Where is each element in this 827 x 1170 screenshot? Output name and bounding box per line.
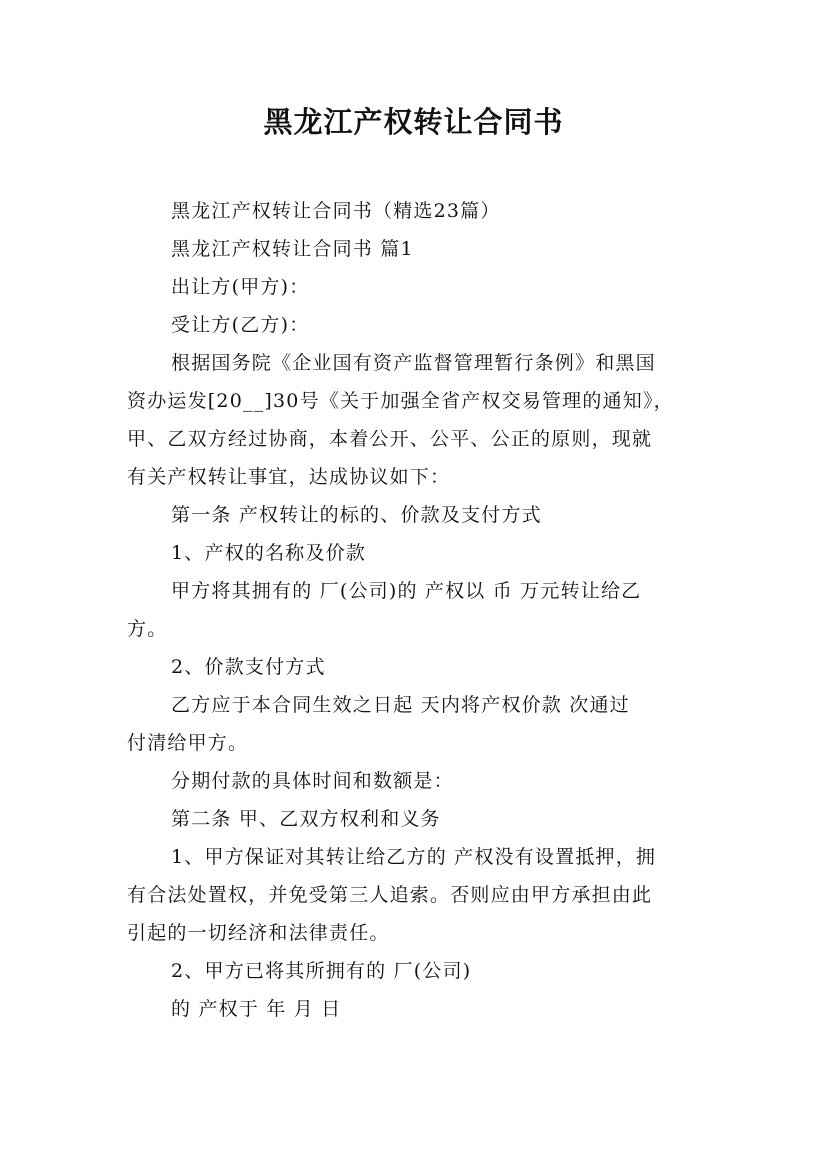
paragraph-line: 乙方应于本合同生效之日起 天内将产权价款 次通过 <box>171 694 630 716</box>
document-title: 黑龙江产权转让合同书 <box>263 105 564 139</box>
paragraph-section-heading <box>127 230 707 268</box>
paragraph-line: 根据国务院《企业国有资产监督管理暂行条例》和黑国 <box>171 352 656 374</box>
paragraph-article-1 <box>127 496 707 534</box>
paragraph-line: 黑龙江产权转让合同书（精选23篇） <box>171 200 501 222</box>
paragraph-line: 甲、乙双方经过协商，本着公开、公平、公正的原则，现就 <box>127 428 653 450</box>
paragraph-date-line <box>127 990 707 1028</box>
paragraph-line: 有关产权转让事宜，达成协议如下： <box>127 466 451 488</box>
paragraph-price-text <box>127 572 707 648</box>
paragraph-item-2-1 <box>127 838 707 952</box>
paragraph-line: 黑龙江产权转让合同书 篇1 <box>171 238 414 260</box>
paragraph-line: 甲方将其拥有的 厂(公司)的 产权以 币 万元转让给乙 <box>171 580 642 602</box>
paragraph-transferor <box>127 268 707 306</box>
paragraph-item-1-1 <box>127 534 707 572</box>
paragraph-item-2-2 <box>127 952 707 990</box>
paragraph-line: 引起的一切经济和法律责任。 <box>127 922 390 944</box>
paragraph-preamble <box>127 344 707 496</box>
paragraph-line: 有合法处置权，并免受第三人追索。否则应由甲方承担由此 <box>127 884 653 906</box>
paragraph-line: 方。 <box>127 618 168 640</box>
paragraph-line: 1、甲方保证对其转让给乙方的 产权没有设置抵押，拥 <box>171 846 657 868</box>
paragraph-line: 2、甲方已将其所拥有的 厂(公司) <box>171 960 472 982</box>
paragraph-line: 第一条 产权转让的标的、价款及支付方式 <box>171 504 542 526</box>
paragraph-article-2 <box>127 800 707 838</box>
paragraph-line: 的 产权于 年 月 日 <box>171 998 342 1020</box>
paragraph-subtitle <box>127 192 707 230</box>
paragraph-payment-text <box>127 686 707 762</box>
paragraph-line: 资办运发[20__]30号《关于加强全省产权交易管理的通知》， <box>127 390 674 412</box>
paragraph-line: 2、价款支付方式 <box>171 656 326 678</box>
paragraph-line: 出让方(甲方)： <box>171 276 310 298</box>
paragraph-item-1-2 <box>127 648 707 686</box>
paragraph-installments <box>127 762 707 800</box>
paragraph-transferee <box>127 306 707 344</box>
paragraph-line: 第二条 甲、乙双方权利和义务 <box>171 808 441 830</box>
paragraph-line: 分期付款的具体时间和数额是： <box>171 770 454 792</box>
paragraph-line: 1、产权的名称及价款 <box>171 542 367 564</box>
document-body <box>127 192 707 1028</box>
paragraph-line: 受让方(乙方)： <box>171 314 310 336</box>
paragraph-line: 付清给甲方。 <box>127 732 249 754</box>
